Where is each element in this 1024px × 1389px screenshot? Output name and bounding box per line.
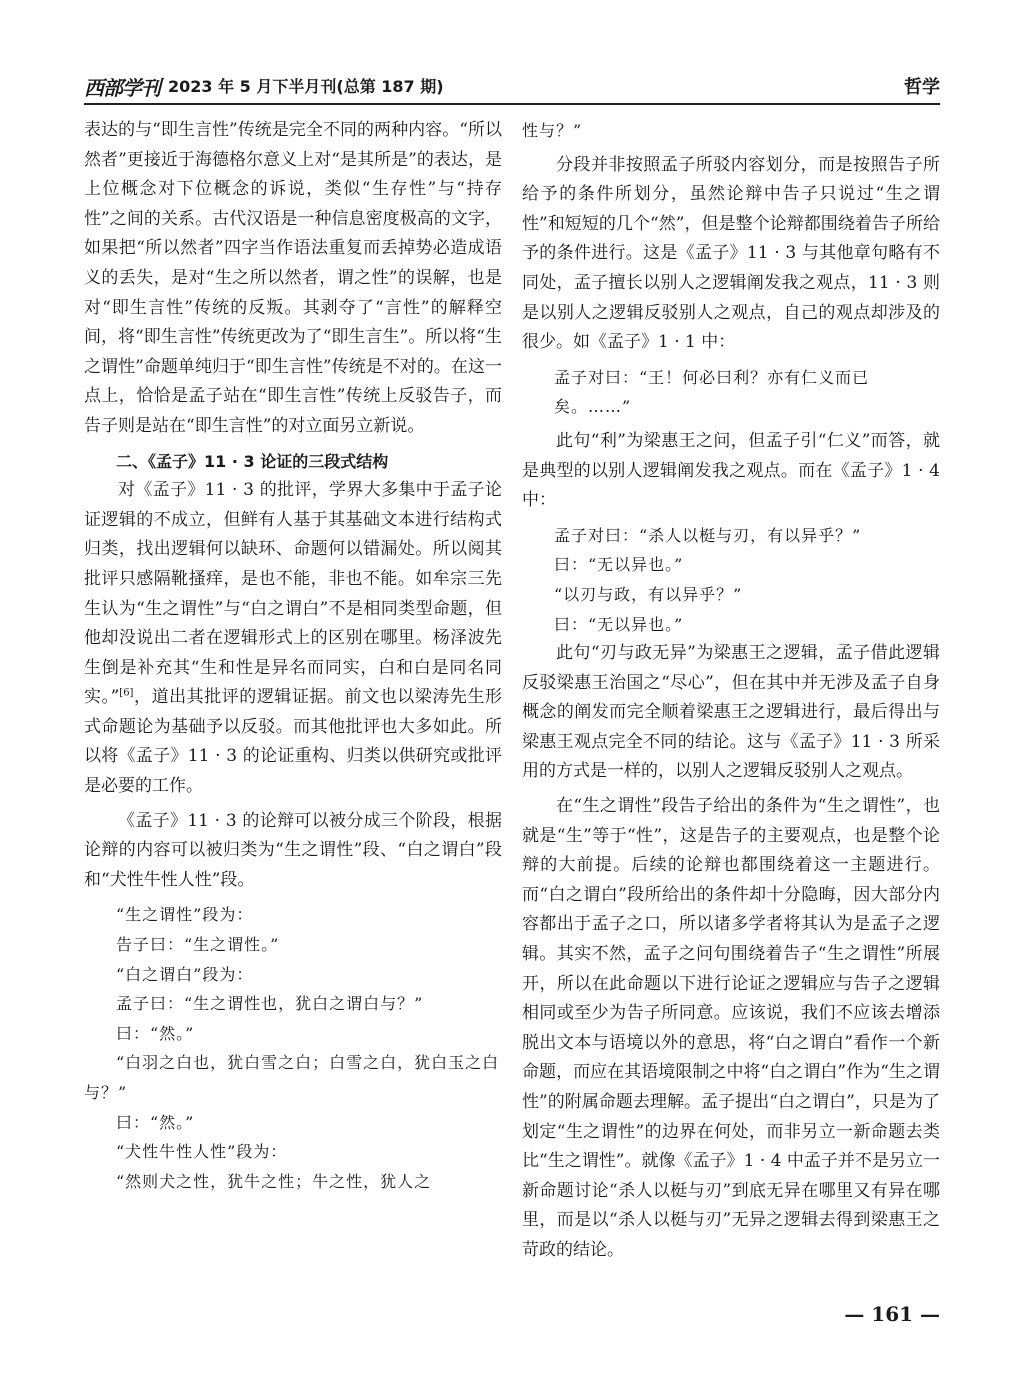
- quote-line: “生之谓性”段为：: [116, 905, 254, 925]
- paragraph: 表达的与“即生言性”传统是完全不同的两种内容。“所以然者”更接近于海德格尔意义上对“是其所是”的表达，是上位概念对下位概念的诉说，类似“生存性”与“持存性”之间的关系。古代汉语是一种信息密度极高的文字，如果把“所以然者”四字当作语法重复而丢掉势必造成语义的丢失，是对“生之所以然者，谓之性”的误解，也是对“即生言性”传统的反叛。其剥夺了“言性”的解释空间，将“即生言性”传统更改为了“即生言生”。所以将“生之谓性”命题单纯归于“即生言性”传统是不对的。在这一点上，恰恰是孟子站在“即生言性”传统上反驳告子，而告子则是站在“即生言性”的对立面另立新说。: [84, 120, 502, 436]
- quote-line: 曰：“然。”: [116, 1112, 195, 1132]
- quote-line: 告子曰：“生之谓性。”: [116, 935, 280, 955]
- journal-name: 西部学刊: [84, 76, 160, 100]
- footnote-ref: [6]: [119, 687, 134, 699]
- section-label: 哲学: [904, 77, 940, 98]
- quote-line: 孟子对曰：“王！何必曰利？亦有仁义而已矣。……”: [554, 367, 870, 417]
- quote-line: “以刃与政，有以异乎？”: [554, 584, 743, 604]
- paragraph: 《孟子》11 · 3 的论辩可以被分成三个阶段，根据论辩的内容可以被归类为“生之谓性”段、“白之谓白”段和“犬性牛性人性”段。: [84, 810, 502, 890]
- quote-line: 性与？”: [522, 121, 583, 140]
- right-column: [522, 116, 940, 1266]
- paragraph: [84, 476, 502, 802]
- issue-info: 2023 年 5 月下半月刊(总第 187 期): [168, 77, 444, 96]
- paragraph: 此句“刃与政无异”为梁惠王之逻辑，孟子借此逻辑反驳梁惠王治国之“尽心”，但在其中并无涉及孟子自身概念的阐发而完全顺着梁惠王之逻辑进行，最后得出与梁惠王观点完全不同的结论。这与《孟子》11 · 3 所采用的方式是一样的，以别人之逻辑反驳别人之观点。: [522, 643, 940, 782]
- paragraph: 在“生之谓性”段告子给出的条件为“生之谓性”，也就是“生”等于“性”，这是告子的主要观点，也是整个论辩的大前提。后续的论辩也都围绕着这一主题进行。而“白之谓白”段所给出的条件却十分隐晦，因大部分内容都出于孟子之口，所以诸多学者将其认为是孟子之逻辑。其实不然，孟子之问句围绕着告子“生之谓性”所展开，所以在此命题以下进行论证之逻辑应与告子之逻辑相同或至少为告子所同意。应该说，我们不应该去增添脱出文本与语境以外的意思，将“白之谓白”看作一个新命题，而应在其语境限制之中将“白之谓白”作为“生之谓性”的附属命题去理解。孟子提出“白之谓白”，只是为了划定“生之谓性”的边界在何处，而非另立一新命题去类比“生之谓性”。就像《孟子》1 · 4 中孟子并不是另立一新命题讨论“杀人以梃与刃”到底无异在哪里又有异在哪里，而是以“杀人以梃与刃”无异之逻辑去得到梁惠王之苛政的结论。: [522, 796, 940, 1260]
- quote-line: “然则犬之性，犹牛之性；牛之性，犹人之: [116, 1171, 432, 1191]
- quote-line: 曰：“然。”: [116, 1023, 195, 1043]
- page-number: — 161 —: [844, 1302, 940, 1326]
- quote-line: 曰：“无以异也。”: [554, 614, 684, 634]
- quote-line: 孟子曰：“生之谓性也，犹白之谓白与？”: [116, 994, 424, 1014]
- section-heading: 二、《孟子》11 · 3 论证的三段式结构: [116, 451, 389, 471]
- quote-line: “白之谓白”段为：: [116, 964, 254, 984]
- running-header: [84, 70, 940, 104]
- paragraph: 分段并非按照孟子所驳内容划分，而是按照告子所给予的条件所划分，虽然论辩中告子只说过“生之谓性”和短短的几个“然”，但是整个论辩都围绕着告子所给予的条件进行。这是《孟子》11 · 3 与其他章句略有不同处，孟子擅长以别人之逻辑阐发我之观点，11 · 3 则是以别人之逻辑反驳别人之观点，自己的观点却涉及的很少。如《孟子》1 · 1 中：: [522, 154, 940, 353]
- quote-line: 曰：“无以异也。”: [554, 555, 684, 575]
- paragraph-text: 对《孟子》11 · 3 的批评，学界大多集中于孟子论证逻辑的不成立，但鲜有人基于其基础文本进行结构式归类，找出逻辑何以缺环、命题何以错漏处。所以阅其批评只感隔靴搔痒，是也不能，非也不能。如牟宗三先生认为“生之谓性”与“白之谓白”不是相同类型命题，但他却没说出二者在逻辑形式上的区别在哪里。杨泽波先生倒是补充其“生和性是异名而同实，白和白是同名同实。”: [84, 480, 502, 708]
- left-column: [84, 116, 502, 1196]
- quote-line: “白羽之白也，犹白雪之白；白雪之白，犹白玉之白与？”: [84, 1053, 500, 1102]
- paragraph-text: ，道出其批评的逻辑证据。前文也以梁涛先生形式命题论为基础予以反驳。而其他批评也大多如此。所以将《孟子》11 · 3 的论证重构、归类以供研究或批评是必要的工作。: [84, 687, 502, 797]
- quote-line: “犬性牛性人性”段为：: [116, 1142, 288, 1162]
- header-rule: [84, 103, 940, 105]
- quote-line: 孟子对曰：“杀人以梃与刃，有以异乎？”: [554, 525, 862, 545]
- paragraph: 此句“利”为梁惠王之问，但孟子引“仁义”而答，就是典型的以别人逻辑阐发我之观点。而在《孟子》1 · 4 中：: [522, 430, 940, 511]
